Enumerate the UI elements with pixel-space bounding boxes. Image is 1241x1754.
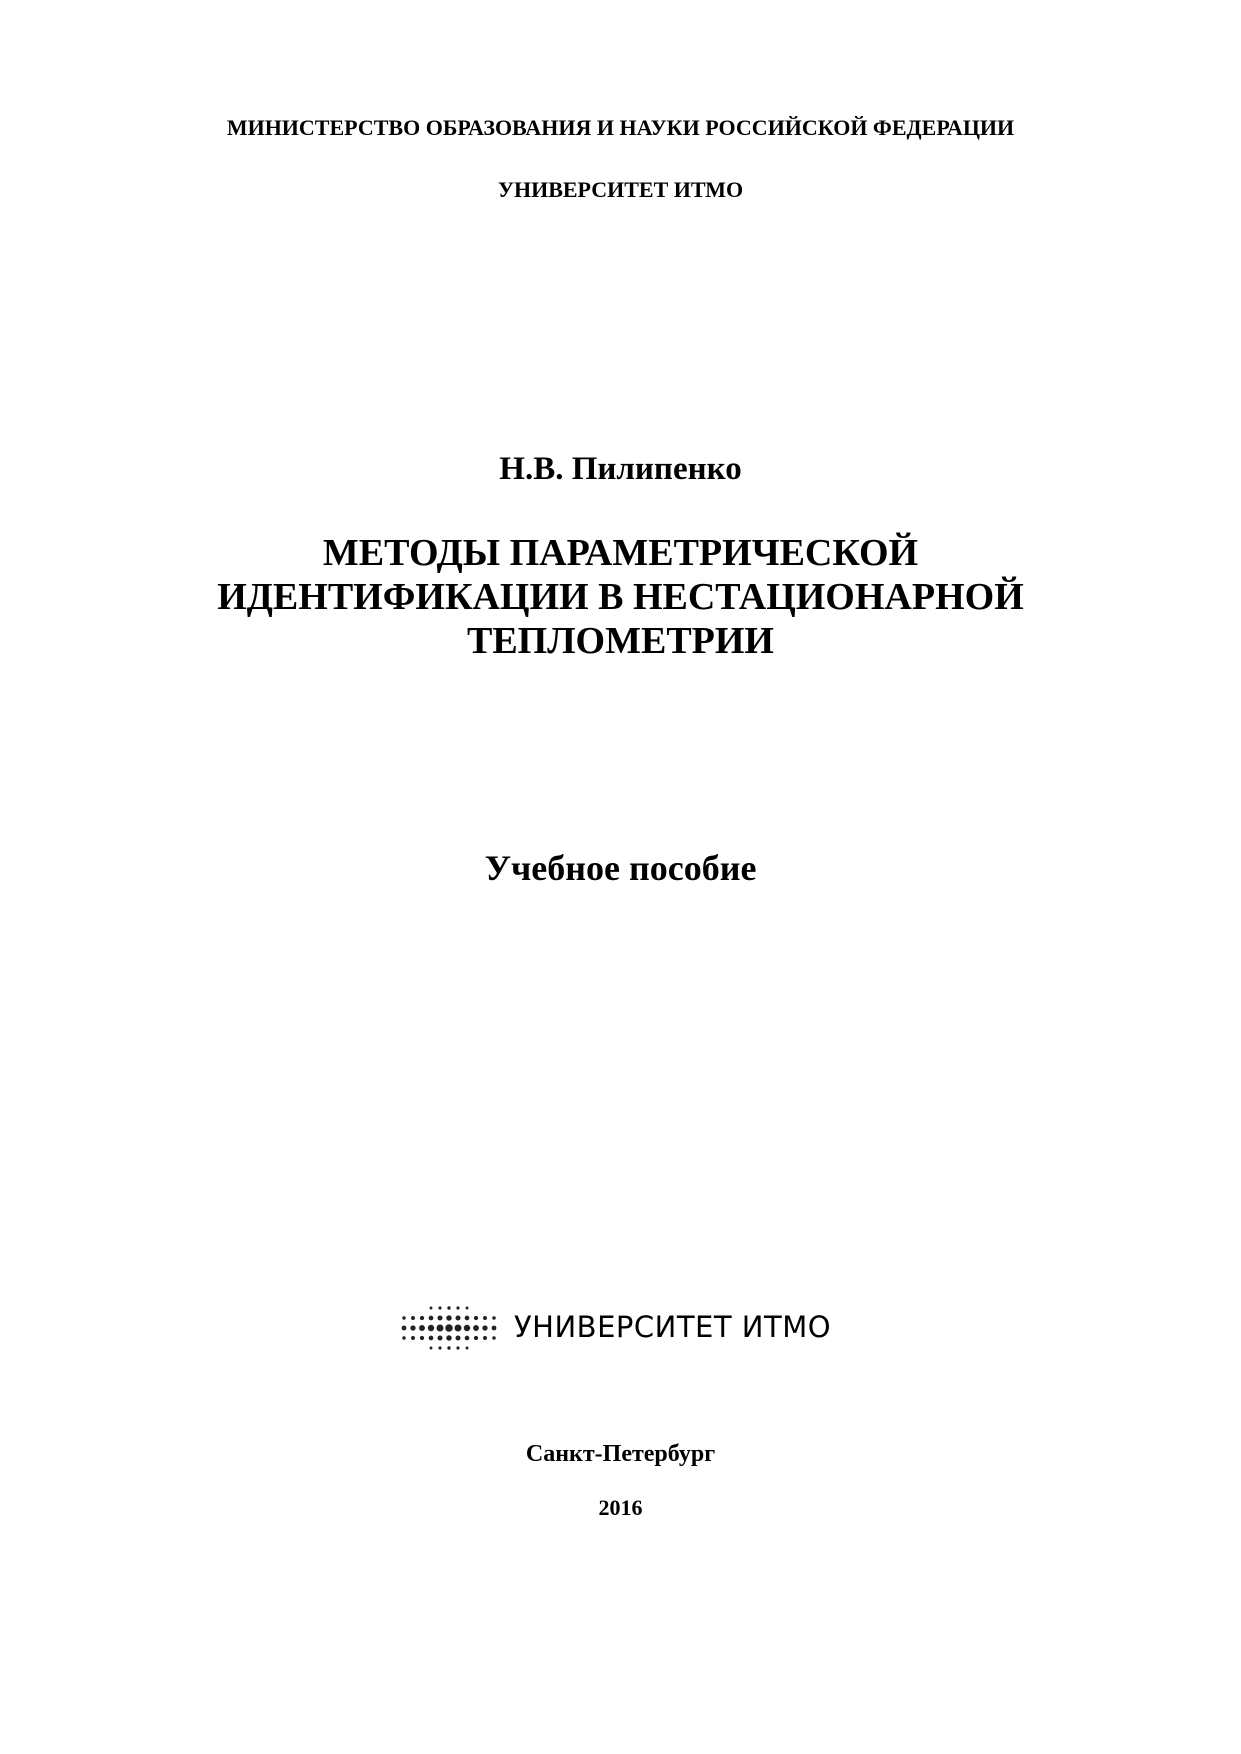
logo-dot — [402, 1336, 405, 1339]
logo-text: УНИВЕРСИТЕТ ИТМО — [514, 1310, 832, 1344]
logo-dot — [455, 1315, 460, 1320]
logo-dot — [466, 1347, 469, 1350]
logo-dot — [492, 1336, 495, 1339]
university-heading: УНИВЕРСИТЕТ ИТМО — [497, 177, 744, 202]
logo-dot — [446, 1315, 451, 1320]
logo-dot — [447, 1306, 450, 1309]
logo-dot — [455, 1325, 462, 1332]
logo-dot — [455, 1335, 460, 1340]
ministry-heading: МИНИСТЕРСТВО ОБРАЗОВАНИЯ И НАУКИ РОССИЙСКОЙ ФЕДЕРАЦИИ — [226, 115, 1015, 140]
logo-dot — [492, 1326, 497, 1331]
university-logo — [398, 1300, 838, 1356]
logo-dot — [474, 1336, 478, 1340]
logo-dot — [473, 1325, 479, 1331]
logo-dot — [482, 1325, 487, 1330]
logo-dot — [456, 1306, 459, 1309]
logo-dot — [456, 1346, 459, 1349]
logo-dot — [429, 1336, 434, 1341]
logo-dot — [438, 1306, 441, 1309]
publication-city: Санкт-Петербург — [525, 1441, 716, 1467]
publication-year: 2016 — [598, 1495, 643, 1520]
logo-dot — [466, 1307, 469, 1310]
logo-dot — [437, 1325, 444, 1332]
logo-dot — [438, 1346, 441, 1349]
logo-dot — [410, 1325, 415, 1330]
logo-dot — [430, 1307, 433, 1310]
logo-dot — [446, 1335, 451, 1340]
logo-dot — [445, 1324, 453, 1332]
logo-dot — [447, 1346, 450, 1349]
logo-dot — [465, 1316, 470, 1321]
author-name: Н.В. Пилипенко — [499, 451, 742, 487]
logo-dot — [402, 1316, 405, 1319]
title-line: ИДЕНТИФИКАЦИИ В НЕСТАЦИОНАРНОЙ — [217, 576, 1024, 618]
logo-dot — [420, 1316, 424, 1320]
logo-dot — [474, 1316, 478, 1320]
logo-dot — [483, 1336, 487, 1340]
logo-dot — [429, 1316, 434, 1321]
logo-dot — [464, 1325, 470, 1331]
logo-dot — [483, 1316, 487, 1320]
logo-dot — [428, 1325, 434, 1331]
document-type: Учебное пособие — [484, 848, 757, 888]
logo-dot — [465, 1336, 470, 1341]
logo-dot — [430, 1347, 433, 1350]
itmo-dots-logo-icon — [398, 1300, 502, 1356]
logo-dot — [437, 1315, 442, 1320]
title-line: ТЕПЛОМЕТРИИ — [466, 620, 774, 662]
document-title — [0, 531, 1241, 663]
logo-dot — [492, 1316, 495, 1319]
logo-dot — [402, 1326, 407, 1331]
logo-dot — [419, 1325, 425, 1331]
title-line: МЕТОДЫ ПАРАМЕТРИЧЕСКОЙ — [322, 532, 919, 574]
logo-dot — [420, 1336, 424, 1340]
logo-dot — [437, 1335, 442, 1340]
logo-dot — [411, 1336, 415, 1340]
logo-dot — [411, 1316, 415, 1320]
